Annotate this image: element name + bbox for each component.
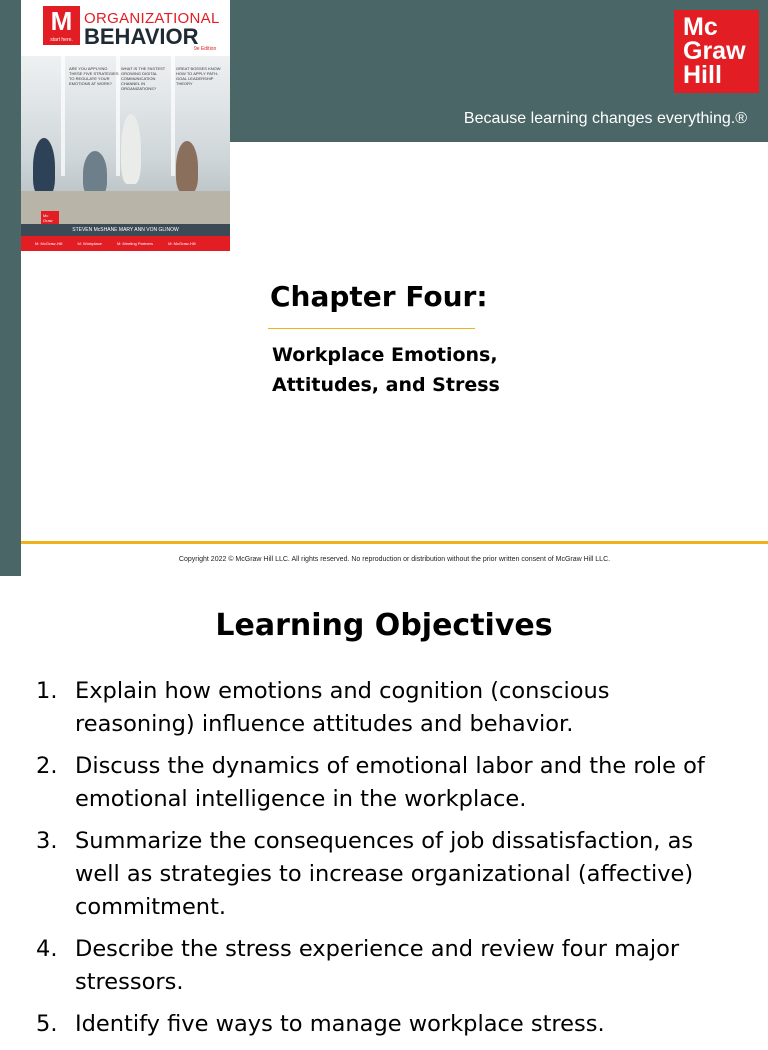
objective-text: Discuss the dynamics of emotional labor and the role of emotional intelligence in the workplace.: [75, 753, 705, 812]
logo-line: Hill: [683, 61, 722, 89]
objective-text: Explain how emotions and cognition (conscious reasoning) influence attitudes and behavior.: [75, 678, 610, 737]
cover-publisher-badge: Mc Graw: [41, 211, 59, 237]
objective-number: 3.: [36, 828, 58, 854]
cover-footer: [21, 236, 230, 251]
objective-number: 4.: [36, 936, 58, 962]
objective-number: 5.: [36, 1011, 58, 1037]
logo-line: Graw: [683, 37, 746, 65]
logo-line: Mc: [683, 13, 718, 41]
objective-item: [36, 933, 716, 999]
cover-footer-item: M: Workplace: [77, 241, 102, 246]
window-mullion: [61, 56, 65, 176]
objective-item: [36, 1008, 716, 1041]
brand-tagline: Because learning changes everything.®: [463, 110, 747, 127]
objectives-list: [36, 675, 716, 1050]
cover-footer-item: M: McGraw-Hill: [35, 241, 63, 246]
left-accent-bar: [0, 0, 21, 576]
objective-text: Describe the stress experience and review four major stressors.: [75, 936, 680, 995]
learning-objectives-slide: [0, 576, 768, 1037]
cover-blurb: WHAT IS THE FASTEST GROWING DIGITAL COMMUNICATION CHANNEL IN ORGANIZATIONS?: [121, 66, 166, 91]
cover-footer-item: M: McGraw-Hill: [168, 241, 196, 246]
objective-text: Summarize the consequences of job dissatisfaction, as well as strategies to increase organizational (affective) commitment.: [75, 828, 694, 920]
cover-footer-item: M: Meeting Partners: [116, 241, 153, 246]
objective-item: [36, 750, 716, 816]
person-figure: [121, 114, 141, 184]
objective-item: [36, 825, 716, 924]
copyright-notice: Copyright 2022 © McGraw Hill LLC. All rights reserved. No reproduction or distribution without the prior written consent of McGraw Hill LLC.: [178, 556, 611, 563]
mcgraw-hill-logo: [674, 10, 759, 93]
objective-number: 1.: [36, 678, 58, 704]
cover-blurb: GREAT BOSSES KNOW HOW TO APPLY PATH-GOAL LEADERSHIP THEORY: [176, 66, 221, 86]
objective-item: [36, 675, 716, 741]
cover-m-logo: M: [43, 6, 80, 36]
footer-rule: [21, 541, 768, 544]
cover-m-tagline: start here.: [43, 36, 80, 45]
book-cover: [21, 0, 230, 251]
cover-title-line1: ORGANIZATIONAL: [84, 10, 220, 27]
chapter-subtitle: Workplace Emotions, Attitudes, and Stress: [272, 344, 500, 396]
slide-title: Learning Objectives: [215, 608, 553, 643]
objective-text: Identify five ways to manage workplace stress.: [75, 1011, 605, 1037]
objective-number: 2.: [36, 753, 58, 779]
cover-authors: STEVEN McSHANE MARY ANN VON GLINOW: [21, 224, 230, 236]
cover-edition: 9e Edition: [194, 46, 217, 52]
cover-blurb: ARE YOU APPLYING THESE FIVE STRATEGIES TO REGULATE YOUR EMOTIONS AT WORK?: [69, 66, 119, 86]
person-figure: [83, 151, 107, 196]
title-underline: [268, 328, 475, 329]
chapter-title: Chapter Four:: [270, 280, 488, 313]
cover-title-line2: BEHAVIOR: [84, 24, 199, 49]
person-figure: [176, 141, 198, 193]
person-figure: [33, 138, 55, 196]
